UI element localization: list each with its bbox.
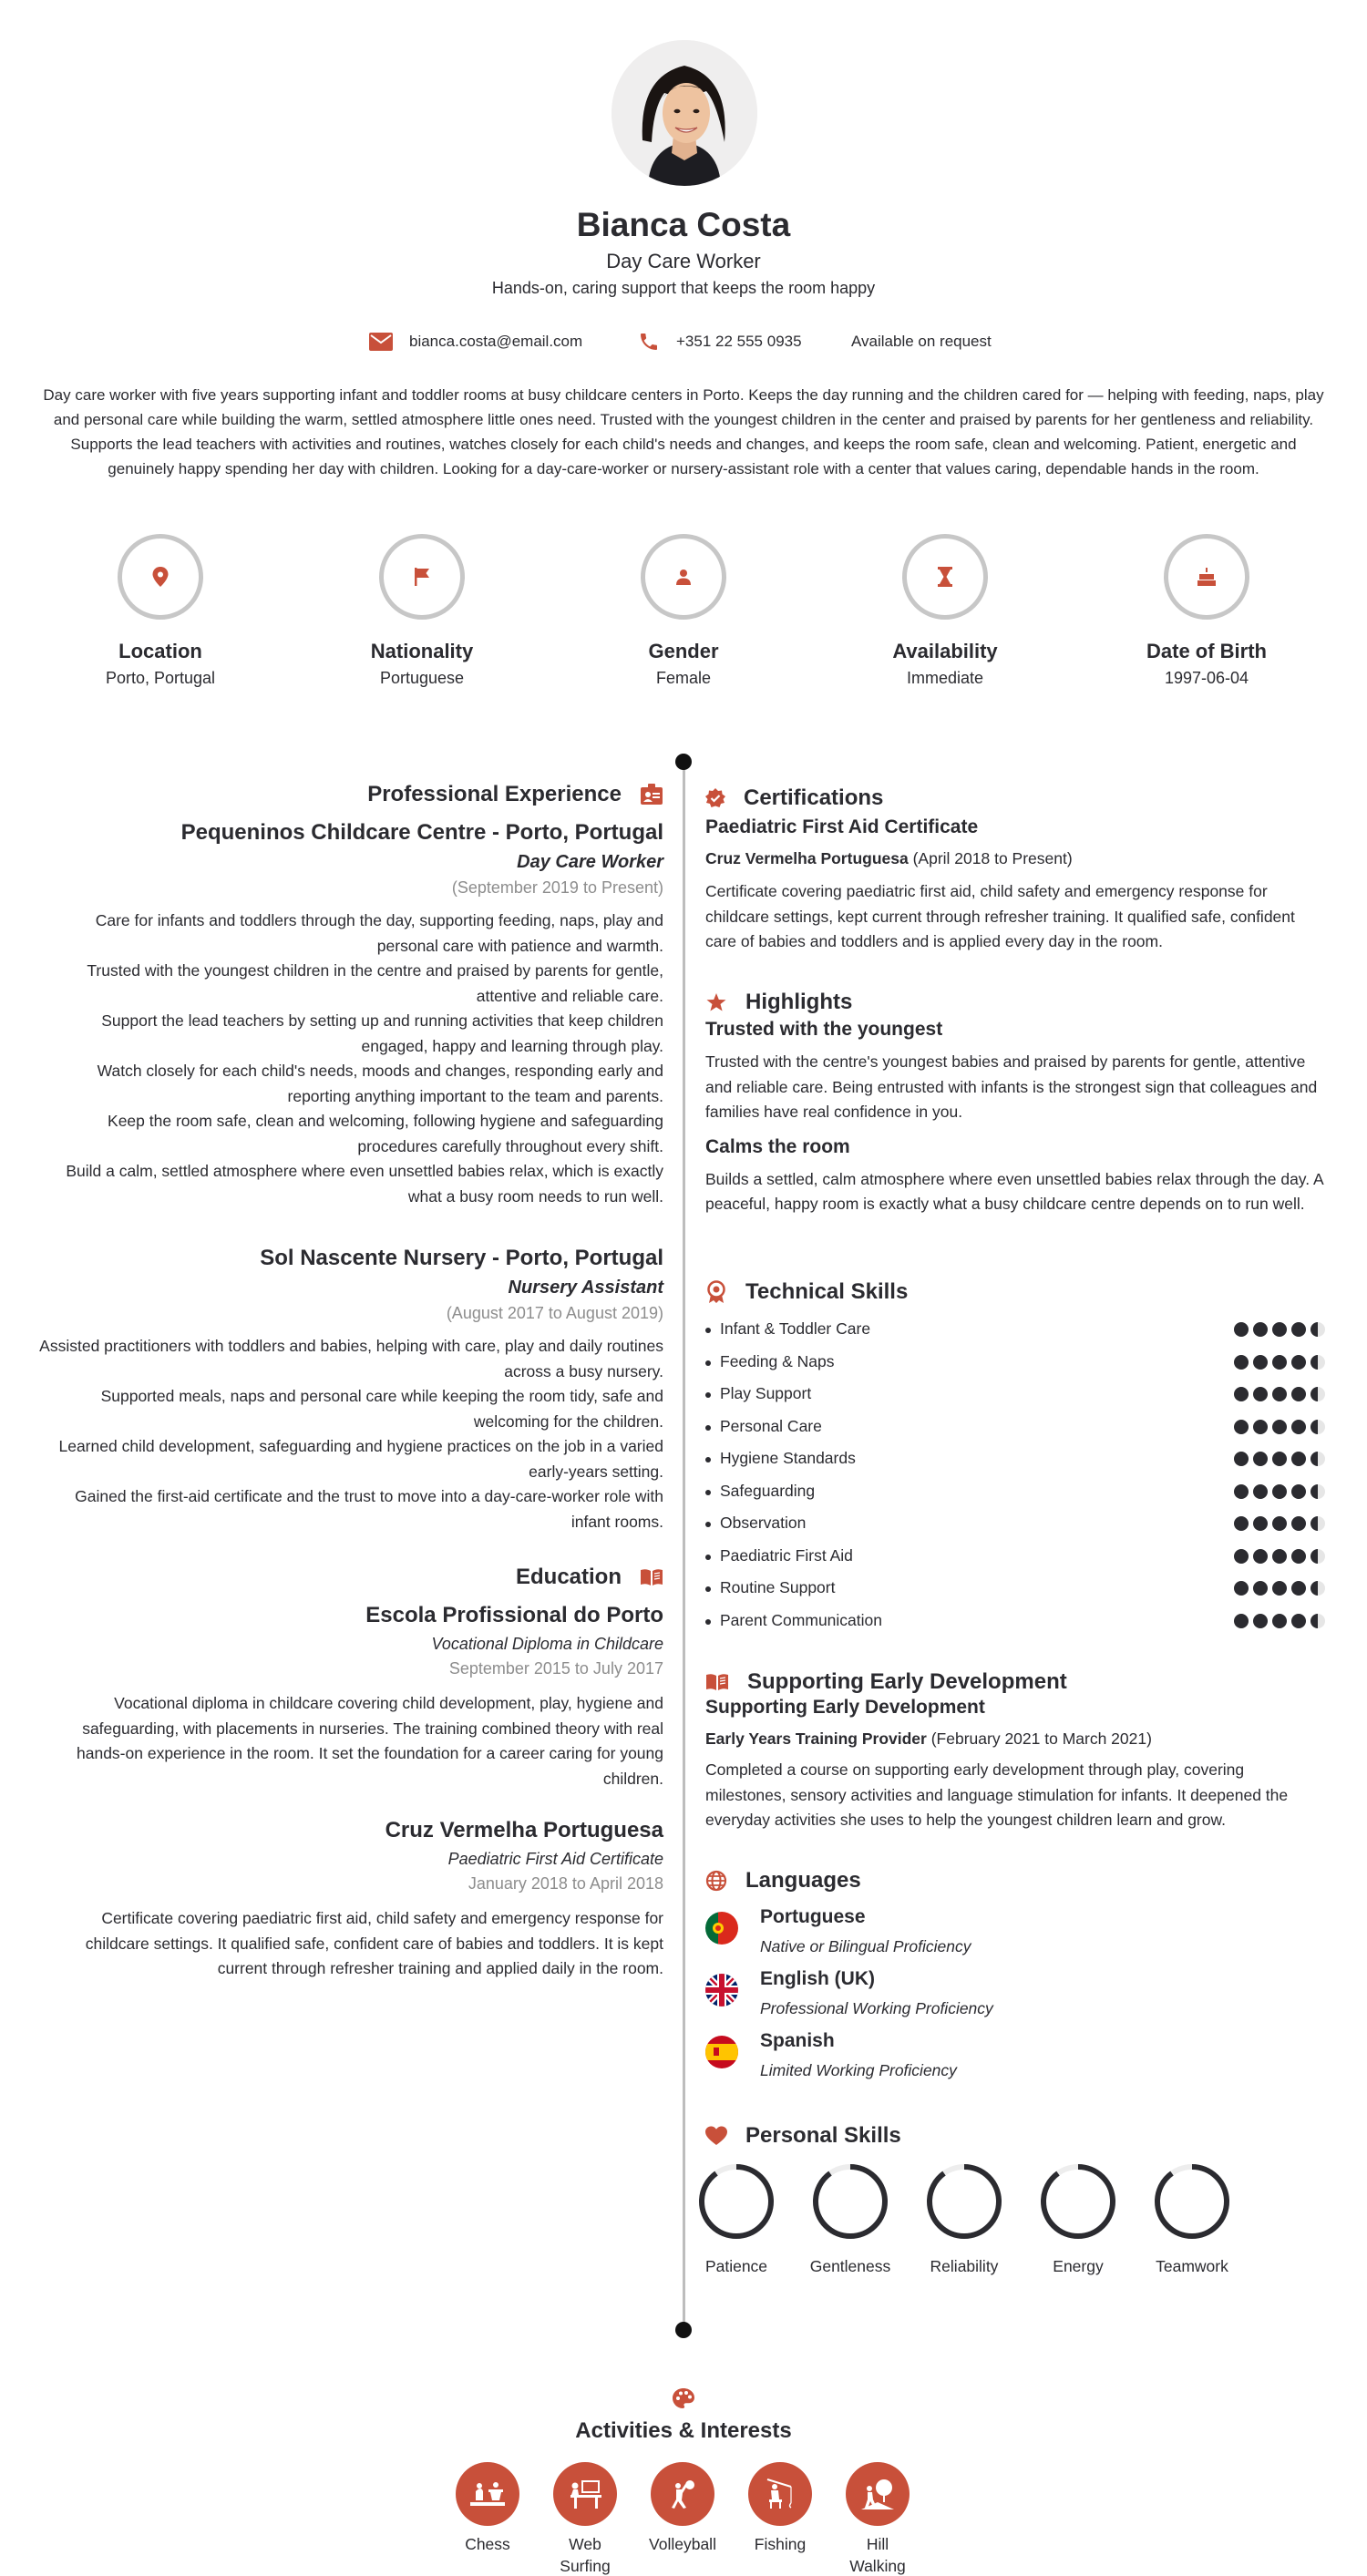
edu-text: Certificate covering paediatric first aid, child safety and emergency response for childcare settings. It qualified safe, confident care of babies and toddlers. It is kept current through refresher training and applied daily in the room. bbox=[85, 1909, 663, 1977]
job-bullet: Care for infants and toddlers through the day, supporting feeding, naps, play and personal care with patience and warmth. bbox=[95, 911, 663, 955]
hill-walking-icon bbox=[859, 2479, 896, 2509]
volleyball-icon bbox=[667, 2479, 698, 2509]
education-heading-text: Education bbox=[515, 1565, 622, 1589]
skill-level-dots bbox=[1229, 1355, 1325, 1370]
skill-level-dot bbox=[1310, 1581, 1325, 1596]
technical-skills-heading bbox=[705, 1279, 1325, 1305]
technical-skill-name: Infant & Toddler Care bbox=[720, 1319, 871, 1338]
skill-ring bbox=[1040, 2163, 1116, 2240]
technical-skill-row bbox=[705, 1417, 1325, 1439]
skill-level-dot bbox=[1272, 1322, 1287, 1337]
job-org: Pequeninos Childcare Centre - Porto, Portugal bbox=[180, 820, 663, 845]
technical-skill-name: Paediatric First Aid bbox=[720, 1545, 853, 1565]
development-section bbox=[705, 1669, 1325, 1833]
skill-level-dot bbox=[1310, 1387, 1325, 1401]
skill-level-dot bbox=[1291, 1549, 1306, 1564]
language-name: Spanish bbox=[760, 2030, 835, 2051]
chess-icon bbox=[468, 2480, 507, 2508]
bullet-dot bbox=[705, 1328, 711, 1333]
bullet-dot bbox=[705, 1360, 711, 1366]
skill-ring-progress bbox=[1157, 2167, 1227, 2236]
skill-level-dot bbox=[1253, 1420, 1268, 1434]
experience-heading-text: Professional Experience bbox=[367, 782, 622, 806]
job-role: Day Care Worker bbox=[517, 852, 663, 872]
personal-skill bbox=[1146, 2163, 1238, 2276]
education-item-1 bbox=[36, 1603, 663, 1791]
skill-level-dot bbox=[1291, 1420, 1306, 1434]
bullet-dot bbox=[705, 1619, 711, 1625]
technical-skill-name: Safeguarding bbox=[720, 1481, 816, 1500]
activity-volleyball bbox=[642, 2462, 724, 2555]
skill-level-dot bbox=[1253, 1614, 1268, 1628]
technical-skill-name: Personal Care bbox=[720, 1416, 822, 1435]
skill-level-dot bbox=[1253, 1549, 1268, 1564]
skill-level-dot bbox=[1234, 1355, 1249, 1370]
activities-heading: Activities & Interests bbox=[575, 2418, 792, 2443]
job-bullet: Keep the room safe, clean and welcoming, following hygiene and safeguarding procedures carefully throughout every shift. bbox=[108, 1112, 663, 1155]
skill-ring-progress bbox=[1043, 2167, 1113, 2236]
skill-level-dot bbox=[1310, 1355, 1325, 1370]
info-label: Gender bbox=[648, 640, 719, 662]
profile-photo bbox=[612, 40, 757, 186]
development-dates: (February 2021 to March 2021) bbox=[930, 1729, 1152, 1748]
personal-skills-section bbox=[705, 2123, 1325, 2287]
languages-section bbox=[705, 1868, 1325, 2087]
languages-heading bbox=[705, 1868, 1325, 1894]
development-heading-text: Supporting Early Development bbox=[747, 1669, 1067, 1694]
technical-skill-row bbox=[705, 1352, 1325, 1374]
language-name: Portuguese bbox=[760, 1906, 866, 1927]
job-bullet: Watch closely for each child's needs, moods and changes, responding early and reporting anything important to the team and parents. bbox=[97, 1062, 663, 1105]
skill-level-dot bbox=[1234, 1387, 1249, 1401]
bullet-dot bbox=[705, 1490, 711, 1495]
skill-level-dot bbox=[1291, 1614, 1306, 1628]
cake-icon bbox=[1197, 567, 1217, 587]
activity-label: Web Surfing bbox=[560, 2535, 611, 2575]
job-bullet: Assisted practitioners with toddlers and babies, helping with care, play and daily routines across a busy nursery. bbox=[39, 1337, 663, 1380]
info-label: Date of Birth bbox=[1146, 640, 1267, 662]
job-bullet: Supported meals, naps and personal care while keeping the room tidy, safe and welcoming for the children. bbox=[100, 1387, 663, 1431]
edu-dates: September 2015 to July 2017 bbox=[448, 1659, 663, 1678]
activity-hill-walking bbox=[837, 2462, 919, 2576]
info-ring bbox=[641, 534, 726, 620]
edu-dates: January 2018 to April 2018 bbox=[468, 1874, 663, 1893]
personal-skill-label: Patience bbox=[704, 2257, 768, 2275]
languages-heading-text: Languages bbox=[745, 1868, 861, 1893]
skill-level-dots bbox=[1229, 1452, 1325, 1466]
activity-label: Chess bbox=[465, 2535, 510, 2553]
highlight-title: Calms the room bbox=[705, 1135, 850, 1157]
skill-level-dots bbox=[1229, 1581, 1325, 1596]
globe-icon bbox=[705, 1870, 727, 1892]
info-ring bbox=[902, 534, 988, 620]
technical-skill-row bbox=[705, 1384, 1325, 1406]
highlight-title: Trusted with the youngest bbox=[705, 1019, 943, 1040]
phone-contact[interactable] bbox=[638, 330, 802, 354]
skill-level-dot bbox=[1272, 1420, 1287, 1434]
cert-title: Paediatric First Aid Certificate bbox=[705, 816, 979, 837]
info-nationality bbox=[331, 534, 513, 688]
technical-skill-row bbox=[705, 1611, 1325, 1633]
skill-level-dot bbox=[1234, 1420, 1249, 1434]
skill-level-dot bbox=[1234, 1322, 1249, 1337]
technical-skill-row bbox=[705, 1482, 1325, 1504]
skill-level-dot bbox=[1291, 1355, 1306, 1370]
technical-skill-name: Observation bbox=[720, 1514, 807, 1532]
skill-ring bbox=[926, 2163, 1002, 2240]
book-icon bbox=[705, 1673, 729, 1691]
uk-flag-icon bbox=[705, 1974, 738, 2006]
education-heading bbox=[36, 1565, 663, 1590]
fishing-icon bbox=[764, 2478, 797, 2510]
certifications-heading bbox=[705, 785, 1325, 811]
personal-skills-heading bbox=[705, 2123, 1325, 2149]
availability-contact bbox=[851, 330, 992, 354]
book-icon bbox=[640, 1568, 663, 1586]
skill-level-dot bbox=[1234, 1581, 1249, 1596]
personal-skills-list bbox=[705, 2163, 1325, 2282]
experience-heading bbox=[36, 782, 663, 807]
palette-icon bbox=[672, 2387, 695, 2409]
cert-meta bbox=[705, 849, 1325, 868]
availability-note: Available on request bbox=[851, 333, 992, 350]
skill-level-dots bbox=[1229, 1516, 1325, 1531]
cert-text: Certificate covering paediatric first aid, child safety and emergency response for childcare settings, kept current through refresher training. It qualified safe, confident care of babies and toddlers and is applied every day in the room. bbox=[705, 882, 1295, 950]
job-bullets bbox=[36, 1334, 663, 1534]
language-level: Limited Working Proficiency bbox=[760, 2061, 957, 2079]
technical-skill-row bbox=[705, 1449, 1325, 1471]
skill-level-dot bbox=[1272, 1549, 1287, 1564]
skill-level-dots bbox=[1229, 1322, 1325, 1337]
info-value: Porto, Portugal bbox=[105, 669, 216, 687]
technical-skill-name: Hygiene Standards bbox=[720, 1449, 856, 1467]
skill-level-dot bbox=[1234, 1516, 1249, 1531]
hourglass-icon bbox=[937, 567, 953, 587]
technical-skills-heading-text: Technical Skills bbox=[745, 1279, 909, 1304]
skill-level-dot bbox=[1291, 1387, 1306, 1401]
personal-skill bbox=[1033, 2163, 1124, 2276]
activity-label: Hill Walking bbox=[849, 2535, 906, 2575]
bullet-dot bbox=[705, 1457, 711, 1462]
timeline-top-dot bbox=[675, 754, 692, 770]
job-2 bbox=[36, 1246, 663, 1534]
info-gender bbox=[592, 534, 775, 688]
education-section bbox=[36, 1565, 663, 1590]
email-contact[interactable] bbox=[369, 330, 582, 354]
highlights-heading bbox=[705, 990, 1325, 1015]
skill-level-dot bbox=[1291, 1581, 1306, 1596]
skill-level-dots bbox=[1229, 1420, 1325, 1434]
activity-label: Fishing bbox=[754, 2535, 807, 2553]
info-value: 1997-06-04 bbox=[1164, 669, 1249, 687]
experience-section bbox=[36, 782, 663, 807]
skill-level-dot bbox=[1234, 1614, 1249, 1628]
development-heading bbox=[705, 1669, 1325, 1695]
info-location bbox=[69, 534, 252, 688]
info-value: Female bbox=[655, 669, 712, 687]
edu-role: Paediatric First Aid Certificate bbox=[447, 1850, 663, 1868]
language-portuguese bbox=[705, 1906, 1252, 1963]
skill-ring bbox=[812, 2163, 889, 2240]
skill-level-dot bbox=[1234, 1452, 1249, 1466]
skill-level-dot bbox=[1310, 1322, 1325, 1337]
development-text: Completed a course on supporting early development through play, covering milestones, sensory activities and language stimulation for infants. It deepened the everyday activities she uses to help the youngest children learn and grow. bbox=[705, 1760, 1289, 1829]
award-ribbon-icon bbox=[705, 1280, 727, 1304]
edu-org: Escola Profissional do Porto bbox=[365, 1603, 663, 1627]
skill-level-dots bbox=[1229, 1387, 1325, 1401]
info-value: Portuguese bbox=[379, 669, 465, 687]
skill-level-dot bbox=[1310, 1614, 1325, 1628]
highlight-text: Trusted with the centre's youngest babies and praised by parents for gentle, attentive and reliable care. Being entrusted with infants is the strongest sign that colleagues and families have real confidence in you. bbox=[705, 1052, 1318, 1121]
skill-level-dot bbox=[1272, 1452, 1287, 1466]
development-issuer: Early Years Training Provider bbox=[705, 1729, 927, 1748]
job-bullet: Support the lead teachers by setting up and running activities that keep children engaged, happy and learning through play. bbox=[101, 1011, 663, 1055]
skill-ring bbox=[1154, 2163, 1230, 2240]
job-bullet: Trusted with the youngest children in the centre and praised by parents for gentle, attentive and reliable care. bbox=[87, 961, 663, 1005]
certifications-heading-text: Certifications bbox=[744, 785, 884, 810]
skill-level-dot bbox=[1291, 1484, 1306, 1499]
skill-level-dot bbox=[1272, 1355, 1287, 1370]
job-bullet: Learned child development, safeguarding and hygiene practices on the job in a varied early-years setting. bbox=[58, 1437, 663, 1481]
activities-section-icon-wrap bbox=[672, 2387, 695, 2414]
skill-level-dots bbox=[1229, 1614, 1325, 1628]
info-label: Availability bbox=[892, 640, 998, 662]
info-ring bbox=[118, 534, 203, 620]
development-meta bbox=[705, 1729, 1325, 1749]
email-icon bbox=[369, 333, 393, 351]
activity-web-surfing bbox=[544, 2462, 626, 2576]
spain-flag-icon bbox=[705, 2036, 738, 2068]
language-level: Professional Working Proficiency bbox=[760, 1999, 993, 2017]
bullet-dot bbox=[705, 1555, 711, 1560]
activity-label: Volleyball bbox=[649, 2535, 716, 2553]
job-org: Sol Nascente Nursery - Porto, Portugal bbox=[260, 1246, 663, 1270]
skill-level-dot bbox=[1310, 1452, 1325, 1466]
skill-level-dot bbox=[1253, 1452, 1268, 1466]
web-surfing-icon bbox=[567, 2479, 603, 2509]
job-bullets bbox=[36, 908, 663, 1209]
cert-issuer: Cruz Vermelha Portuguesa bbox=[705, 849, 909, 867]
star-icon bbox=[705, 992, 727, 1012]
certificate-badge-icon bbox=[705, 788, 725, 808]
candidate-title: Day Care Worker bbox=[606, 250, 761, 272]
language-english bbox=[705, 1968, 1252, 2025]
skill-level-dot bbox=[1234, 1484, 1249, 1499]
skill-ring-progress bbox=[930, 2167, 999, 2236]
edu-text: Vocational diploma in childcare covering child development, play, hygiene and safeguarding, with placements in nurseries. The training combined theory with real hands-on experience in the room. It set the foundation for a career caring for young children. bbox=[77, 1694, 663, 1788]
highlights-heading-text: Highlights bbox=[745, 990, 853, 1014]
timeline-line bbox=[683, 762, 685, 2331]
personal-skills-heading-text: Personal Skills bbox=[745, 2123, 901, 2148]
personal-skill bbox=[805, 2163, 896, 2276]
skill-ring-progress bbox=[816, 2167, 885, 2236]
skill-level-dot bbox=[1272, 1484, 1287, 1499]
skill-level-dot bbox=[1291, 1322, 1306, 1337]
bullet-dot bbox=[705, 1586, 711, 1592]
personal-skill-label: Teamwork bbox=[1156, 2257, 1228, 2275]
person-icon bbox=[674, 568, 693, 586]
activity-chess bbox=[447, 2462, 529, 2555]
heart-icon bbox=[705, 2126, 727, 2146]
skill-level-dots bbox=[1229, 1484, 1325, 1499]
contact-row bbox=[0, 330, 1367, 354]
job-1 bbox=[36, 820, 663, 1209]
candidate-name: Bianca Costa bbox=[576, 206, 791, 243]
highlights-section bbox=[705, 990, 1325, 1217]
language-name: English (UK) bbox=[760, 1968, 875, 1989]
technical-skill-name: Feeding & Naps bbox=[720, 1351, 835, 1370]
profile-summary: Day care worker with five years supporting infant and toddler rooms at busy childcare centers in Porto. Keeps the day running and the children cared for — helping with feeding, naps, play and personal care while building the warm, settled atmosphere little ones need. Trusted with the youngest children in the center and praised by parents for her gentleness and reliability. Supports the lead teachers with activities and routines, watches closely for each child's needs and changes, and keeps the room safe, clean and welcoming. Patient, energetic and genuinely happy spending her day with children. Looking for a day-care-worker or nursery-assistant role with a center that values caring, dependable hands in the room. bbox=[43, 386, 1324, 477]
portugal-flag-icon bbox=[705, 1912, 738, 1945]
skill-level-dot bbox=[1253, 1581, 1268, 1596]
flag-icon bbox=[413, 567, 431, 587]
timeline-bottom-dot bbox=[675, 2322, 692, 2338]
skill-level-dots bbox=[1229, 1549, 1325, 1564]
language-spanish bbox=[705, 2030, 1252, 2087]
edu-org: Cruz Vermelha Portuguesa bbox=[385, 1818, 663, 1842]
technical-skill-name: Parent Communication bbox=[720, 1610, 882, 1629]
skill-level-dot bbox=[1310, 1549, 1325, 1564]
skill-level-dot bbox=[1253, 1516, 1268, 1531]
skill-level-dot bbox=[1272, 1581, 1287, 1596]
personal-skill bbox=[691, 2163, 782, 2276]
candidate-tagline: Hands-on, caring support that keeps the room happy bbox=[491, 279, 876, 297]
email-text[interactable]: bianca.costa@email.com bbox=[409, 333, 583, 350]
skill-level-dot bbox=[1234, 1549, 1249, 1564]
skill-level-dot bbox=[1272, 1387, 1287, 1401]
personal-skill-label: Gentleness bbox=[809, 2257, 891, 2275]
info-value: Immediate bbox=[906, 669, 984, 687]
skill-level-dot bbox=[1291, 1452, 1306, 1466]
phone-icon bbox=[638, 331, 660, 353]
education-item-2 bbox=[36, 1818, 663, 1982]
edu-role: Vocational Diploma in Childcare bbox=[431, 1635, 663, 1653]
personal-skill-label: Reliability bbox=[930, 2257, 999, 2275]
bullet-dot bbox=[705, 1392, 711, 1398]
cert-dates: (April 2018 to Present) bbox=[912, 849, 1073, 867]
technical-skill-row bbox=[705, 1514, 1325, 1535]
personal-skill-label: Energy bbox=[1053, 2257, 1104, 2275]
technical-skill-row bbox=[705, 1546, 1325, 1568]
bullet-dot bbox=[705, 1425, 711, 1431]
highlight-text: Builds a settled, calm atmosphere where even unsettled babies relax through the day. A peaceful, happy room is exactly what a busy childcare centre depends on to run well. bbox=[705, 1169, 1323, 1213]
skill-level-dot bbox=[1253, 1387, 1268, 1401]
skill-level-dot bbox=[1310, 1420, 1325, 1434]
technical-skill-name: Routine Support bbox=[720, 1578, 836, 1596]
skill-level-dot bbox=[1253, 1322, 1268, 1337]
job-bullet: Build a calm, settled atmosphere where even unsettled babies relax, which is exactly what a busy room needs to run well. bbox=[66, 1162, 663, 1206]
bullet-dot bbox=[705, 1522, 711, 1527]
technical-skill-name: Play Support bbox=[720, 1384, 812, 1402]
info-label: Location bbox=[118, 640, 202, 662]
skill-level-dot bbox=[1310, 1484, 1325, 1499]
language-level: Native or Bilingual Proficiency bbox=[760, 1937, 971, 1955]
job-dates: (September 2019 to Present) bbox=[451, 878, 663, 897]
skill-level-dot bbox=[1291, 1516, 1306, 1531]
info-date-of-birth bbox=[1115, 534, 1298, 688]
technical-skill-row bbox=[705, 1319, 1325, 1341]
id-badge-icon bbox=[640, 784, 663, 806]
job-dates: (August 2017 to August 2019) bbox=[446, 1304, 663, 1322]
development-title: Supporting Early Development bbox=[705, 1697, 985, 1718]
location-pin-icon bbox=[151, 567, 170, 587]
certifications-section bbox=[705, 785, 1325, 955]
personal-skill bbox=[919, 2163, 1010, 2276]
skill-ring-progress bbox=[702, 2167, 771, 2236]
technical-skill-row bbox=[705, 1578, 1325, 1600]
job-role: Nursery Assistant bbox=[508, 1278, 663, 1298]
skill-ring bbox=[698, 2163, 775, 2240]
info-ring bbox=[379, 534, 465, 620]
job-bullet: Gained the first-aid certificate and the trust to move into a day-care-worker role with infant rooms. bbox=[75, 1487, 663, 1531]
skill-level-dot bbox=[1310, 1516, 1325, 1531]
info-label: Nationality bbox=[370, 640, 474, 662]
skill-level-dot bbox=[1253, 1484, 1268, 1499]
info-availability bbox=[854, 534, 1036, 688]
skill-level-dot bbox=[1253, 1355, 1268, 1370]
skill-level-dot bbox=[1272, 1614, 1287, 1628]
info-ring bbox=[1164, 534, 1249, 620]
phone-text[interactable]: +351 22 555 0935 bbox=[676, 333, 802, 350]
activity-fishing bbox=[739, 2462, 821, 2555]
skill-level-dot bbox=[1272, 1516, 1287, 1531]
technical-skills-section bbox=[705, 1279, 1325, 1644]
